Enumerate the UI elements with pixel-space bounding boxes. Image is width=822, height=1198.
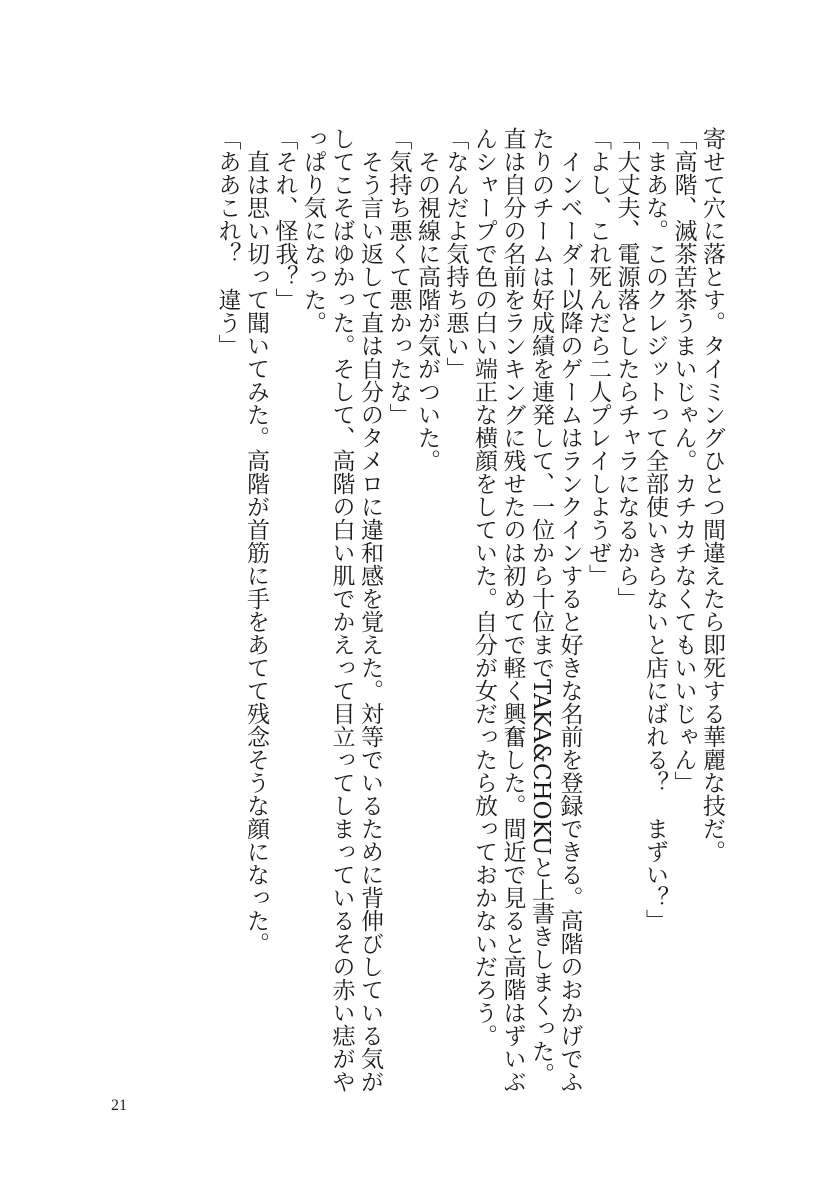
text-line: 寄せて穴に落とす。タイミングひとつ間違えたら即死する華麗な技だ。 xyxy=(699,127,725,863)
text-line: 「大丈夫、電源落としたらチャラになるから」 xyxy=(613,127,640,610)
text-line: っぱり気になった。 xyxy=(300,127,326,334)
text-line: そう言い返して直は自分のタメロに違和感を覚えた。対等でいるために背伸びしている気が xyxy=(357,127,383,1093)
text-line: してこそばゆかった。そして、高階の白い肌でかえって目立ってしまっているその赤い痣がや xyxy=(328,127,355,1093)
text-line: 「よし、これ死んだら二人プレイしようぜ」 xyxy=(585,127,611,587)
text-line: 直は自分の名前をランキングに残せたのは初めてで軽く興奮した。間近で見ると高階はずいぶ xyxy=(499,127,526,1093)
text-line: 「高階、滅茶苦茶うまいじゃん。カチカチなくてもいいじゃん」 xyxy=(670,127,697,794)
text-line: その視線に高階が気がついた。 xyxy=(414,127,440,472)
text-line: 「まあな。このクレジットって全部使いきらないと店にばれる？ まずい？」 xyxy=(642,127,668,932)
text-line: 「なんだよ気持ち悪い」 xyxy=(442,127,469,380)
vertical-text-body xyxy=(213,127,726,1093)
text-line: 「ああこれ？ 違う」 xyxy=(214,127,241,357)
text-line: んシャープで色の白い端正な横顔をしていた。自分が女だったら放っておかないだろう。 xyxy=(471,127,497,1047)
text-line: 「それ、怪我？」 xyxy=(271,127,298,311)
text-line: 直は思い切って聞いてみた。高階が首筋に手をあてて残念そうな顔になった。 xyxy=(243,127,269,955)
text-line: インベーダー以降のゲームはランクインすると好きな名前を登録できる。高階のおかげでふ xyxy=(556,127,583,1093)
text-line: 「気持ち悪くて悪かったな」 xyxy=(385,127,412,426)
page-number: 21 xyxy=(111,1097,127,1114)
text-line: たりのチームは好成績を連発して、一位から十位までTAKA&CHOKUと上書きしまくった。 xyxy=(528,127,554,1086)
